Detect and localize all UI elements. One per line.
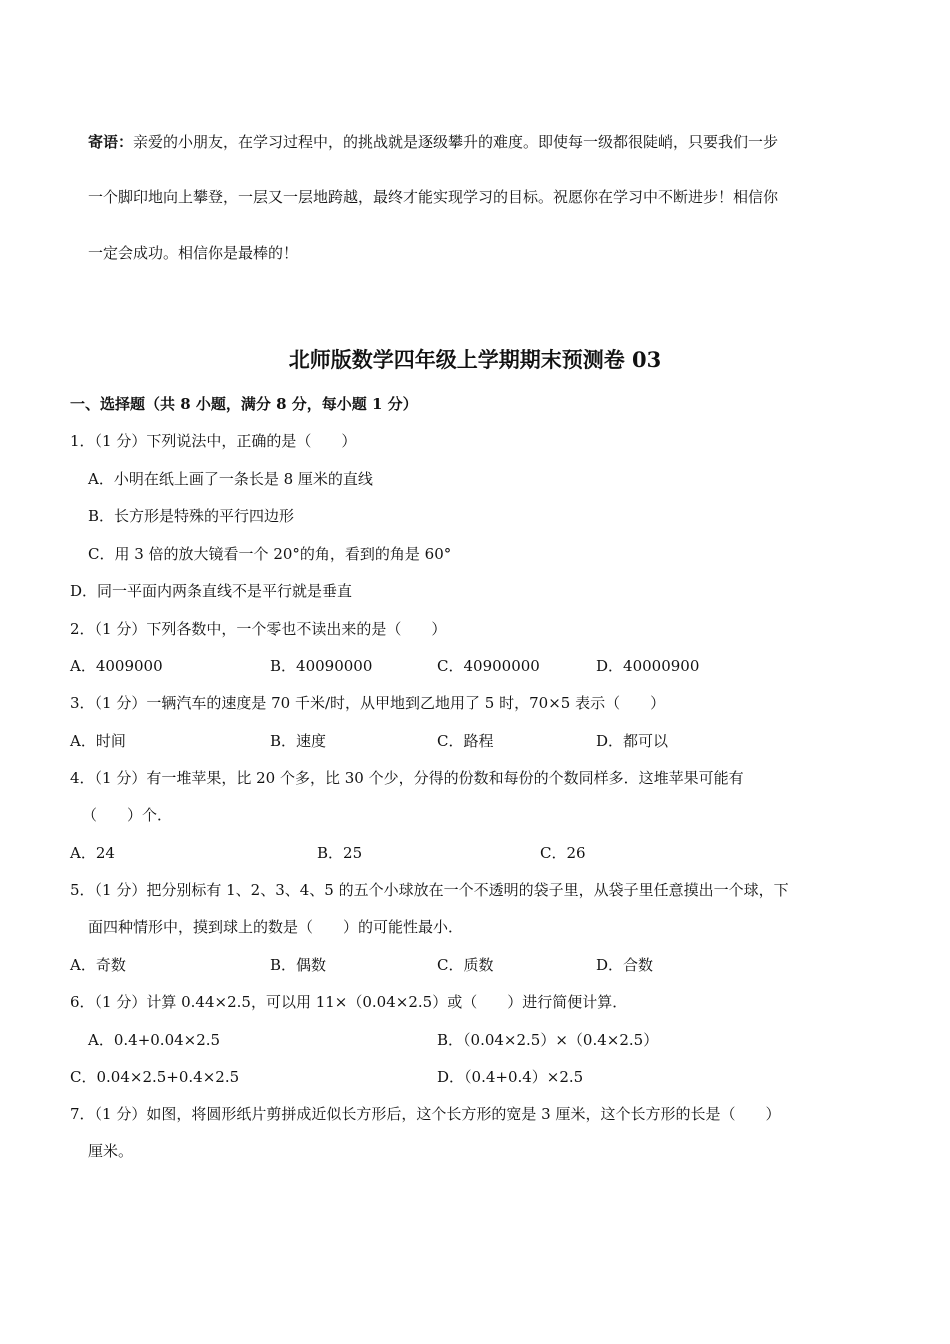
message-label: 寄语： — [88, 133, 134, 151]
question-6-stem: 6．（1 分）计算 0.44×2.5，可以用 11×（0.04×2.5）或（ ）进行简便计算． — [70, 993, 628, 1011]
section-heading: 一、选择题（共 8 小题，满分 8 分，每小题 1 分） — [70, 395, 418, 413]
question-5-option-a: A．奇数 — [70, 956, 126, 974]
message-text-1: 亲爱的小朋友，在学习过程中，的挑战就是逐级攀升的难度。即使每一级都很陡峭，只要我们一步 — [133, 133, 779, 151]
message-line-3: 一定会成功。相信你是最棒的！ — [88, 244, 299, 262]
question-6-option-c: C．0.04×2.5+0.4×2.5 — [70, 1068, 240, 1086]
question-1-option-c: C．用 3 倍的放大镜看一个 20°的角，看到的角是 60° — [88, 545, 452, 563]
question-5-option-c: C．质数 — [437, 956, 494, 974]
question-1-stem: 1．（1 分）下列说法中，正确的是（ ） — [70, 432, 357, 450]
question-5-option-d: D．合数 — [596, 956, 654, 974]
question-7-stem-continued: 厘米。 — [88, 1142, 134, 1160]
question-4-stem: 4．（1 分）有一堆苹果，比 20 个多，比 30 个少，分得的份数和每份的个数同样多．这堆苹果可能有 — [70, 769, 744, 787]
question-2-stem: 2．（1 分）下列各数中，一个零也不读出来的是（ ） — [70, 620, 447, 638]
question-2-option-b: B．40090000 — [270, 657, 373, 675]
question-1-option-a: A．小明在纸上画了一条长是 8 厘米的直线 — [88, 470, 373, 488]
question-3-option-a: A．时间 — [70, 732, 126, 750]
question-2-option-c: C．40900000 — [437, 657, 540, 675]
question-3-stem: 3．（1 分）一辆汽车的速度是 70 千米/时，从甲地到乙地用了 5 时，70×5 表示（ ） — [70, 694, 666, 712]
question-4-stem-continued: （ ）个． — [82, 806, 173, 824]
message-line-1 — [88, 132, 778, 152]
question-3-option-c: C．路程 — [437, 732, 494, 750]
question-2-option-d: D．40000900 — [596, 657, 700, 675]
question-5-option-b: B．偶数 — [270, 956, 327, 974]
question-1-option-d: D．同一平面内两条直线不是平行就是垂直 — [70, 582, 353, 600]
question-6-option-b: B．（0.04×2.5）×（0.4×2.5） — [437, 1031, 659, 1049]
question-5-stem: 5．（1 分）把分别标有 1、2、3、4、5 的五个小球放在一个不透明的袋子里，从袋子里任意摸出一个球，下 — [70, 881, 789, 899]
question-3-option-b: B．速度 — [270, 732, 327, 750]
question-1-option-b: B．长方形是特殊的平行四边形 — [88, 507, 295, 525]
question-2-option-a: A．4009000 — [70, 657, 163, 675]
question-4-option-a: A．24 — [70, 844, 115, 862]
question-6-option-d: D．（0.4+0.4）×2.5 — [437, 1068, 584, 1086]
question-3-option-d: D．都可以 — [596, 732, 669, 750]
message-line-2: 一个脚印地向上攀登，一层又一层地跨越，最终才能实现学习的目标。祝愿你在学习中不断进步！相信你 — [88, 188, 779, 206]
question-6-option-a: A．0.4+0.04×2.5 — [88, 1031, 221, 1049]
question-5-stem-continued: 面四种情形中，摸到球上的数是（ ）的可能性最小． — [88, 918, 464, 936]
question-4-option-b: B．25 — [317, 844, 363, 862]
question-4-option-c: C．26 — [540, 844, 586, 862]
question-7-stem: 7．（1 分）如图，将圆形纸片剪拼成近似长方形后，这个长方形的宽是 3 厘米，这个长方形的长是（ ） — [70, 1105, 781, 1123]
page-title: 北师版数学四年级上学期期末预测卷 03 — [288, 347, 662, 372]
